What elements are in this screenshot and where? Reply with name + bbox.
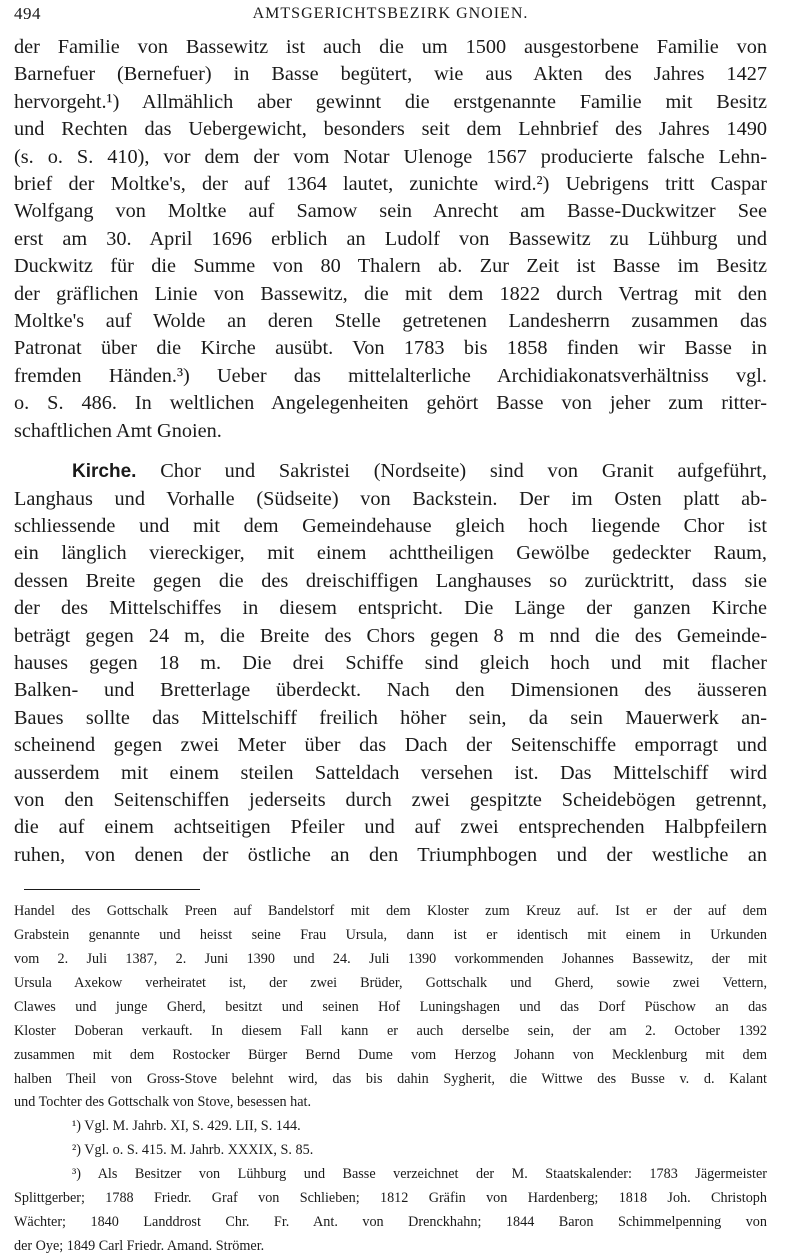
text-line: vom 2. Juli 1387, 2. Juni 1390 und 24. Juli 1390 vorkommenden Johannes Bassewitz, der mit	[14, 951, 767, 967]
text-line: ausserdem mit einem steilen Satteldach versehen ist. Das Mittelschiff wird	[14, 761, 767, 784]
page-number: 494	[14, 4, 41, 23]
text-line: dessen Breite gegen die des dreischiffigen Langhauses so zurücktritt, dass sie	[14, 569, 767, 592]
text-line: schaftlichen Amt Gnoien.	[14, 419, 222, 442]
text-line: Ursula Axekow verheiratet ist, der zwei Brüder, Gottschalk und Gherd, sowie zwei Vettern,	[14, 974, 767, 991]
text-line: halben Theil von Gross-Stove belehnt wird, das bis dahin Sygherit, die Wittwe des Busse v. d. Kalant	[14, 1070, 767, 1087]
text-line: Wächter; 1840 Landdrost Chr. Fr. Ant. von Drenckhahn; 1844 Baron Schimmelpenning von	[14, 1213, 767, 1230]
text-line: Langhaus und Vorhalle (Südseite) von Backstein. Der im Osten platt ab-	[14, 487, 767, 510]
text-line: Baues sollte das Mittelschiff freilich höher sein, da sein Mauerwerk an-	[14, 706, 767, 729]
paragraph-history	[14, 34, 767, 445]
text-line: ruhen, von denen der östliche an den Triumphbogen und der westliche an	[14, 843, 767, 866]
text-line: der Familie von Bassewitz ist auch die um 1500 ausgestorbene Familie von	[14, 36, 767, 58]
text-line: Kloster Doberan verkauft. In diesem Fall kann er auch derselbe sein, der am 2. October 1392	[14, 1022, 767, 1039]
text-line: schliessende und mit dem Gemeindehause gleich hoch liegende Chor ist	[14, 514, 767, 537]
text-line: Patronat über die Kirche ausübt. Von 1783 bis 1858 finden wir Basse in	[14, 337, 767, 360]
text-line: ein länglich viereckiger, mit einem achttheiligen Gewölbe gedeckter Raum,	[14, 542, 767, 565]
running-title: AMTSGERICHTSBEZIRK GNOIEN.	[252, 5, 529, 22]
text-line: erst am 30. April 1696 erblich an Ludolf von Bassewitz zu Lühburg und	[14, 227, 767, 250]
text-line: Barnefuer (Bernefuer) in Basse begütert, wie aus Akten des Jahres 1427	[14, 63, 767, 86]
text-line: brief der Moltke's, der auf 1364 lautet, zunichte wird.²) Uebrigens tritt Caspar	[14, 173, 767, 196]
text-line: Splittgerber; 1788 Friedr. Graf von Schlieben; 1812 Gräfin von Hardenberg; 1818 Joh. Christoph	[14, 1190, 767, 1207]
text-line: die auf einem achtseitigen Pfeiler und auf zwei entsprechenden Halbpfeilern	[14, 816, 767, 839]
paragraph-kirche	[14, 458, 767, 869]
text-line: o. S. 486. In weltlichen Angelegenheiten gehört Basse von jeher zum ritter-	[14, 392, 767, 415]
footnote-list	[14, 1115, 767, 1258]
text-line: (s. o. S. 410), vor dem der vom Notar Ulenoge 1567 producierte falsche Lehn-	[14, 145, 767, 168]
text-line: und Rechten das Uebergewicht, besonders seit dem Lehnbrief des Jahres 1490	[14, 118, 767, 141]
text-line: beträgt gegen 24 m, die Breite des Chors gegen 8 m nnd die des Gemeinde-	[14, 624, 767, 647]
footnote-1	[14, 1115, 767, 1139]
footnote-3	[14, 1163, 767, 1259]
text-line	[14, 458, 767, 485]
section-heading-kirche: Kirche.	[72, 461, 137, 483]
text-line: Grabstein genannte und heisst seine Frau Ursula, dann ist er identisch mit einem in Urkunden	[14, 927, 767, 944]
running-header	[14, 0, 767, 34]
footnote-separator	[24, 889, 200, 890]
footnote-continuation	[14, 900, 767, 1115]
text-line: der gräflichen Linie von Bassewitz, die mit dem 1822 durch Vertrag mit den	[14, 282, 767, 305]
main-text	[14, 34, 767, 869]
text-line: Wolfgang von Moltke auf Samow sein Anrecht am Basse-Duckwitzer See	[14, 200, 767, 223]
text-line: Duckwitz für die Summe von 80 Thalern ab. Zur Zeit ist Basse im Besitz	[14, 255, 767, 278]
text-line: ¹) Vgl. M. Jahrb. XI, S. 429. LII, S. 144.	[72, 1118, 301, 1135]
text-line: Moltke's auf Wolde an deren Stelle getretenen Landesherrn zusammen das	[14, 310, 767, 333]
text-line: hervorgeht.¹) Allmählich aber gewinnt die erstgenannte Familie mit Besitz	[14, 90, 767, 113]
text-line: fremden Händen.³) Ueber das mittelalterliche Archidiakonatsverhältniss vgl.	[14, 364, 767, 387]
text-line: Clawes und junge Gherd, besitzt und seinen Hof Luningshagen und das Dorf Püschow an das	[14, 998, 767, 1015]
text-line: ²) Vgl. o. S. 415. M. Jahrb. XXXIX, S. 85.	[72, 1142, 314, 1159]
text-line: Handel des Gottschalk Preen auf Bandelstorf mit dem Kloster zum Kreuz auf. Ist er der auf dem	[14, 903, 767, 920]
text-line: der des Mittelschiffes in diesem entspricht. Die Länge der ganzen Kirche	[14, 597, 767, 620]
text-line: von den Seitenschiffen jederseits durch zwei gespitzte Scheidebögen getrennt,	[14, 788, 767, 811]
text-line: der Oye; 1849 Carl Friedr. Amand. Strömer.	[14, 1237, 265, 1254]
text-line: und Tochter des Gottschalk von Stove, besessen hat.	[14, 1094, 312, 1111]
text-line-content: Chor und Sakristei (Nordseite) sind von Granit aufgeführt,	[160, 460, 767, 483]
footnote-2	[14, 1139, 767, 1163]
text-line: ³) Als Besitzer von Lühburg und Basse verzeichnet der M. Staatskalender: 1783 Jägermeister	[72, 1166, 767, 1183]
text-line: scheinend gegen zwei Meter über das Dach der Seitenschiffe emporragt und	[14, 734, 767, 757]
text-line: Balken- und Bretterlage überdeckt. Nach den Dimensionen des äusseren	[14, 679, 767, 702]
text-line: zusammen mit dem Rostocker Bürger Bernd Dume vom Herzog Johann von Mecklenburg mit dem	[14, 1046, 767, 1063]
text-line: hauses gegen 18 m. Die drei Schiffe sind gleich hoch und mit flacher	[14, 651, 767, 674]
footnotes-area	[14, 900, 767, 1259]
